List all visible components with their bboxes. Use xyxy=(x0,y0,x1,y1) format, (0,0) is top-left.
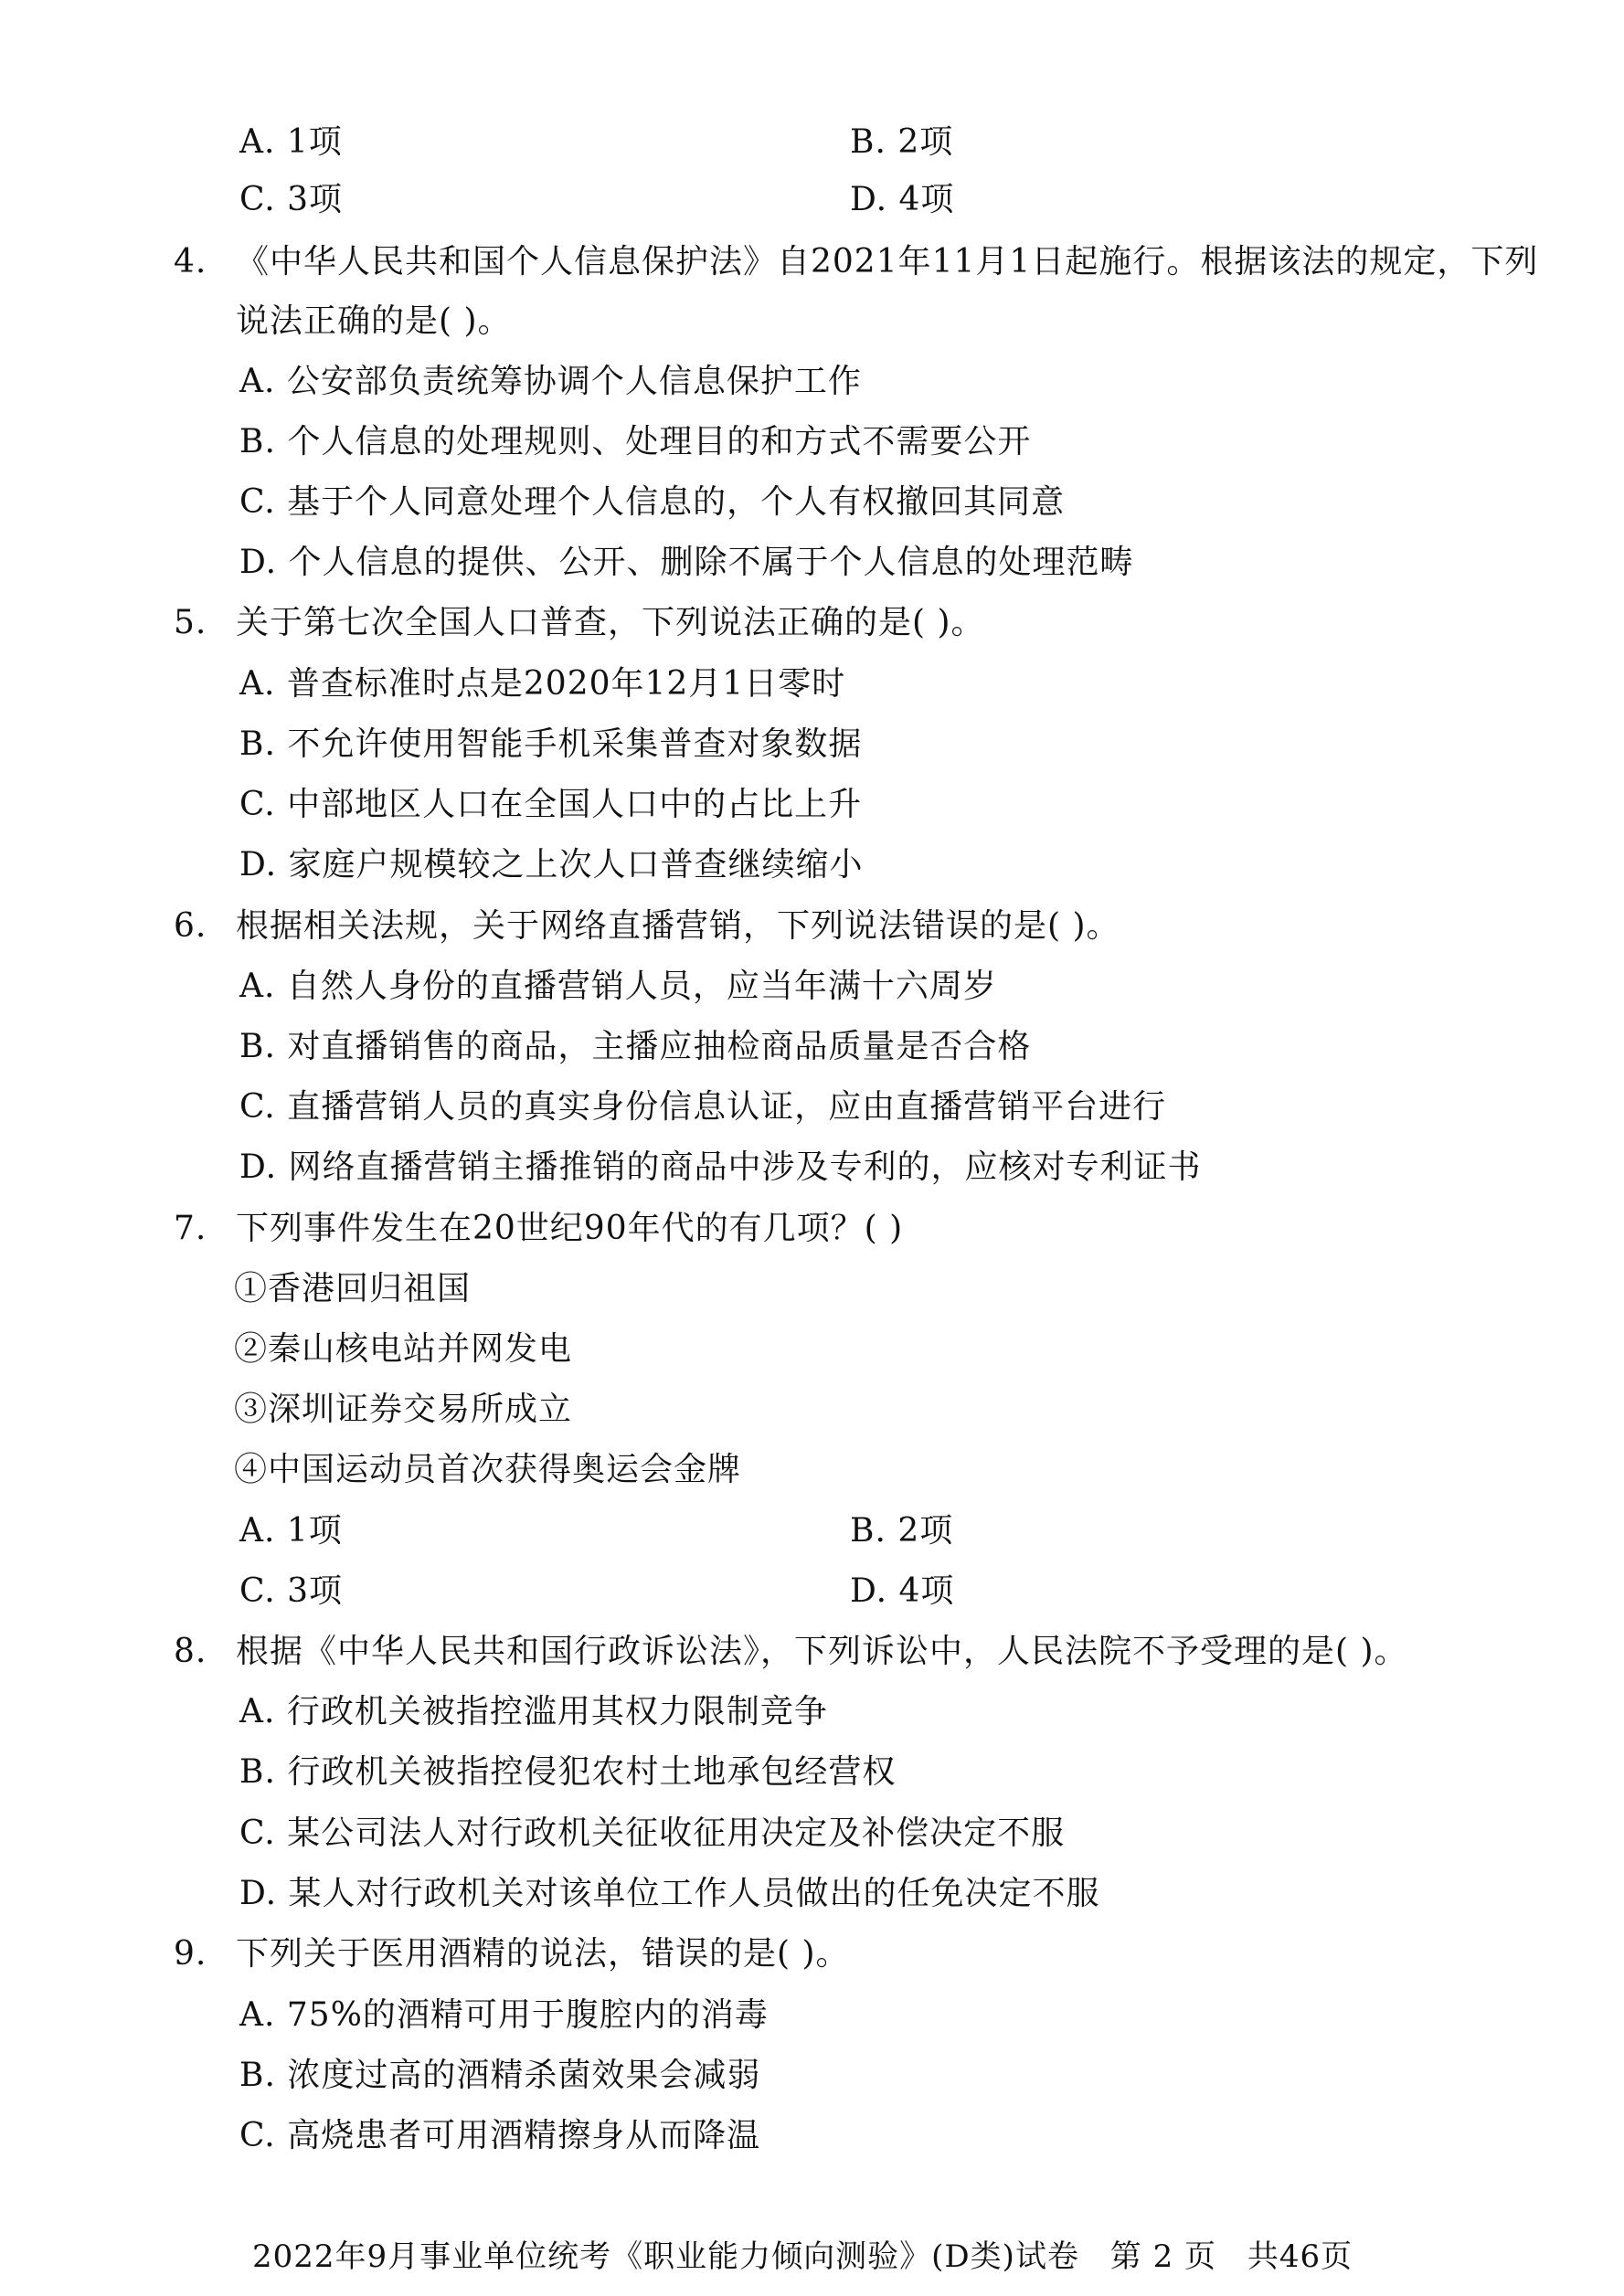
question-5-option-b: B. 不允许使用智能手机采集普查对象数据 xyxy=(239,725,863,763)
question-7-item-1: ①香港回归祖国 xyxy=(234,1270,472,1307)
option-c: C. 3项 xyxy=(239,181,344,218)
option-a: A. 1项 xyxy=(239,123,343,161)
question-5-stem: 关于第七次全国人口普查，下列说法正确的是( )。 xyxy=(236,604,985,641)
question-5-option-c: C. 中部地区人口在全国人口中的占比上升 xyxy=(239,786,863,823)
question-5-option-d: D. 家庭户规模较之上次人口普查继续缩小 xyxy=(239,846,864,883)
footer-page-number: 第 2 页 xyxy=(1109,2238,1217,2275)
question-5-option-a: A. 普查标准时点是2020年12月1日零时 xyxy=(239,665,846,703)
question-9-option-b: B. 浓度过高的酒精杀菌效果会减弱 xyxy=(239,2057,761,2094)
question-4-option-c: C. 基于个人同意处理个人信息的，个人有权撤回其同意 xyxy=(239,483,1066,521)
option-b: B. 2项 xyxy=(850,123,954,161)
question-9-option-c: C. 高烧患者可用酒精擦身从而降温 xyxy=(239,2117,761,2154)
question-6-stem: 根据相关法规，关于网络直播营销，下列说法错误的是( )。 xyxy=(236,907,1120,945)
question-6-number: 6. xyxy=(174,907,207,945)
option-d: D. 4项 xyxy=(850,181,955,218)
question-4-option-a: A. 公安部负责统筹协调个人信息保护工作 xyxy=(239,363,862,400)
question-4-option-b: B. 个人信息的处理规则、处理目的和方式不需要公开 xyxy=(239,423,1032,460)
question-7-item-2: ②秦山核电站并网发电 xyxy=(234,1330,573,1368)
footer-exam-title: 2022年9月事业单位统考《职业能力倾向测验》(D类)试卷 xyxy=(252,2238,1079,2275)
question-6-option-c: C. 直播营销人员的真实身份信息认证，应由直播营销平台进行 xyxy=(239,1088,1167,1126)
question-8-option-a: A. 行政机关被指控滥用其权力限制竞争 xyxy=(239,1693,828,1730)
question-8-stem: 根据《中华人民共和国行政诉讼法》，下列诉讼中，人民法院不予受理的是( )。 xyxy=(236,1633,1408,1670)
question-7-option-c: C. 3项 xyxy=(239,1572,344,1610)
question-7-option-d: D. 4项 xyxy=(850,1572,955,1610)
page-footer xyxy=(252,2237,1373,2277)
question-7-stem: 下列事件发生在20世纪90年代的有几项？( ) xyxy=(236,1210,904,1247)
question-9-number: 9. xyxy=(174,1935,207,1973)
question-4-stem-line2: 说法正确的是( )。 xyxy=(236,302,512,340)
question-8-option-d: D. 某人对行政机关对该单位工作人员做出的任免决定不服 xyxy=(239,1875,1100,1912)
question-9-stem: 下列关于医用酒精的说法，错误的是( )。 xyxy=(236,1935,850,1973)
footer-total-pages: 共46页 xyxy=(1247,2238,1353,2275)
question-7-item-3: ③深圳证券交易所成立 xyxy=(234,1391,573,1428)
question-8-number: 8. xyxy=(174,1633,207,1670)
question-8-option-c: C. 某公司法人对行政机关征收征用决定及补偿决定不服 xyxy=(239,1815,1066,1852)
question-4-number: 4. xyxy=(174,243,207,280)
question-4-option-d: D. 个人信息的提供、公开、删除不属于个人信息的处理范畴 xyxy=(239,544,1134,581)
question-4-stem-line1: 《中华人民共和国个人信息保护法》自2021年11月1日起施行。根据该法的规定，下列 xyxy=(236,243,1539,280)
question-7-number: 7. xyxy=(174,1210,207,1247)
question-6-option-a: A. 自然人身份的直播营销人员，应当年满十六周岁 xyxy=(239,968,997,1005)
question-7-option-a: A. 1项 xyxy=(239,1512,343,1550)
question-6-option-b: B. 对直播销售的商品，主播应抽检商品质量是否合格 xyxy=(239,1028,1032,1065)
question-7-option-b: B. 2项 xyxy=(850,1512,954,1550)
question-7-item-4: ④中国运动员首次获得奥运会金牌 xyxy=(234,1451,742,1488)
question-9-option-a: A. 75%的酒精可用于腹腔内的消毒 xyxy=(239,1996,769,2034)
question-5-number: 5. xyxy=(174,604,207,641)
question-8-option-b: B. 行政机关被指控侵犯农村土地承包经营权 xyxy=(239,1753,897,1791)
question-6-option-d: D. 网络直播营销主播推销的商品中涉及专利的，应核对专利证书 xyxy=(239,1148,1202,1186)
